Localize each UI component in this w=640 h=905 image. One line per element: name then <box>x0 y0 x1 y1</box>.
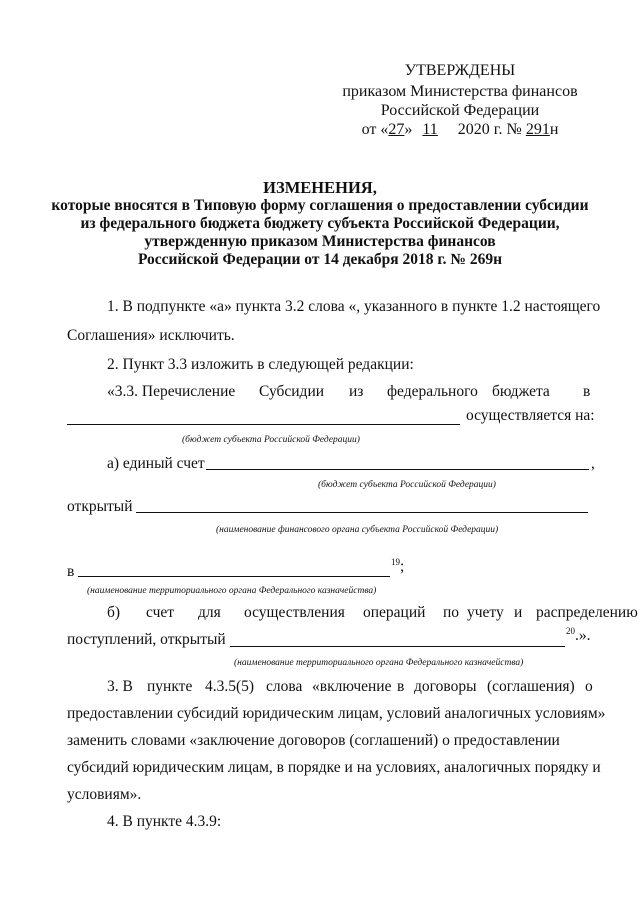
p3-line3: заменить словами «заключение договоров (соглашений) о предоставлении <box>67 732 560 749</box>
opened-label: открытый <box>67 498 133 515</box>
p33-tail: осуществляется на: <box>466 407 595 424</box>
p3-word: о <box>585 678 593 695</box>
b-word: б) <box>107 604 121 621</box>
fn19 <box>391 557 404 576</box>
order-number: 291 <box>525 121 550 138</box>
date-day: 27 <box>388 121 405 138</box>
p33-word: из <box>349 383 364 400</box>
p1-line1: 1. В подпункте «а» пункта 3.2 слова «, указанного в пункте 1.2 настоящего <box>107 298 601 315</box>
title-line1: которые вносятся в Типовую форму соглашения о предоставлении субсидии <box>51 197 589 214</box>
b-word: осуществления <box>244 604 345 621</box>
p3-word: (соглашения) <box>487 678 575 695</box>
b-word: распределению <box>536 604 638 621</box>
order-number-suffix: н <box>549 121 559 138</box>
hint-fin-organ: (наименование финансового органа субъекта Российской Федерации) <box>216 525 499 535</box>
fn19-tail: ; <box>400 558 405 576</box>
p3-line4: субсидий юридическим лицам, в порядке и на условиях, аналогичных порядку и <box>67 759 601 776</box>
treasury-blank-line-2 <box>230 646 565 647</box>
approval-heading: УТВЕРЖДЕНЫ <box>404 62 516 79</box>
approval-date <box>330 119 590 140</box>
p2: 2. Пункт 3.3 изложить в следующей редакции: <box>107 356 414 373</box>
p33-word: «3.3. Перечисление <box>107 383 236 400</box>
date-day-close: » <box>404 121 413 138</box>
p3-word: 3. В <box>107 678 133 695</box>
b-word: для <box>198 604 221 621</box>
title-line2: из федерального бюджета бюджету субъекта Российской Федерации, <box>80 215 560 232</box>
hint-budget-subject-2: (бюджет субъекта Российской Федерации) <box>318 480 496 490</box>
b-word: учету <box>467 604 504 621</box>
title-line4: Российской Федерации от 14 декабря 2018 г. № 269н <box>137 251 503 268</box>
footnote-20: 20 <box>566 626 575 636</box>
fn20 <box>566 626 591 645</box>
p33-word: федерального <box>387 383 478 400</box>
p3-word: в <box>397 678 405 695</box>
p4: 4. В пункте 4.3.9: <box>107 813 222 830</box>
date-year: 2020 г. № <box>457 121 522 138</box>
p3-word: договоры <box>414 678 477 695</box>
p3-word: слова <box>266 678 303 695</box>
p1-line2: Соглашения» исключить. <box>67 327 235 344</box>
account-blank-line <box>206 469 589 470</box>
hint-treasury-2: (наименование территориального органа Федерального казначейства) <box>234 658 524 668</box>
b-line2: поступлений, открытый <box>67 631 226 648</box>
b-word: счет <box>146 604 175 621</box>
fin-organ-blank-line <box>136 512 588 513</box>
budget-blank-line <box>67 424 460 425</box>
p3-word: пункте <box>147 678 193 695</box>
title-line3: утвержденную приказом Министерства финансов <box>144 233 496 250</box>
treasury-blank-line <box>78 576 390 577</box>
p3-line2: предоставлении субсидий юридическим лицам, условий аналогичных условиям» <box>67 705 606 722</box>
v-label: в <box>67 563 75 580</box>
title-heading: ИЗМЕНЕНИЯ, <box>263 178 377 197</box>
approval-line2: Российской Федерации <box>380 102 540 119</box>
fn20-tail: .». <box>575 627 591 645</box>
b-word: и <box>514 604 523 621</box>
approval-line1: приказом Министерства финансов <box>342 83 578 100</box>
a-comma: , <box>591 455 595 472</box>
b-word: по <box>443 604 460 621</box>
p3-word: 4.3.5(5) <box>205 678 255 695</box>
p33-word: бюджета <box>492 383 550 400</box>
b-word: операций <box>363 604 426 621</box>
a-label: а) единый счет <box>107 455 205 472</box>
date-month: 11 <box>422 121 438 138</box>
date-prefix: от « <box>361 121 389 138</box>
footnote-19: 19 <box>391 557 400 567</box>
p33-word: в <box>583 383 591 400</box>
p33-word: Субсидии <box>259 383 325 400</box>
p3-line5: условиям». <box>67 786 142 803</box>
hint-treasury: (наименование территориального органа Федерального казначейства) <box>87 586 377 596</box>
hint-budget-subject: (бюджет субъекта Российской Федерации) <box>182 435 360 445</box>
p3-word: «включение <box>312 678 392 695</box>
